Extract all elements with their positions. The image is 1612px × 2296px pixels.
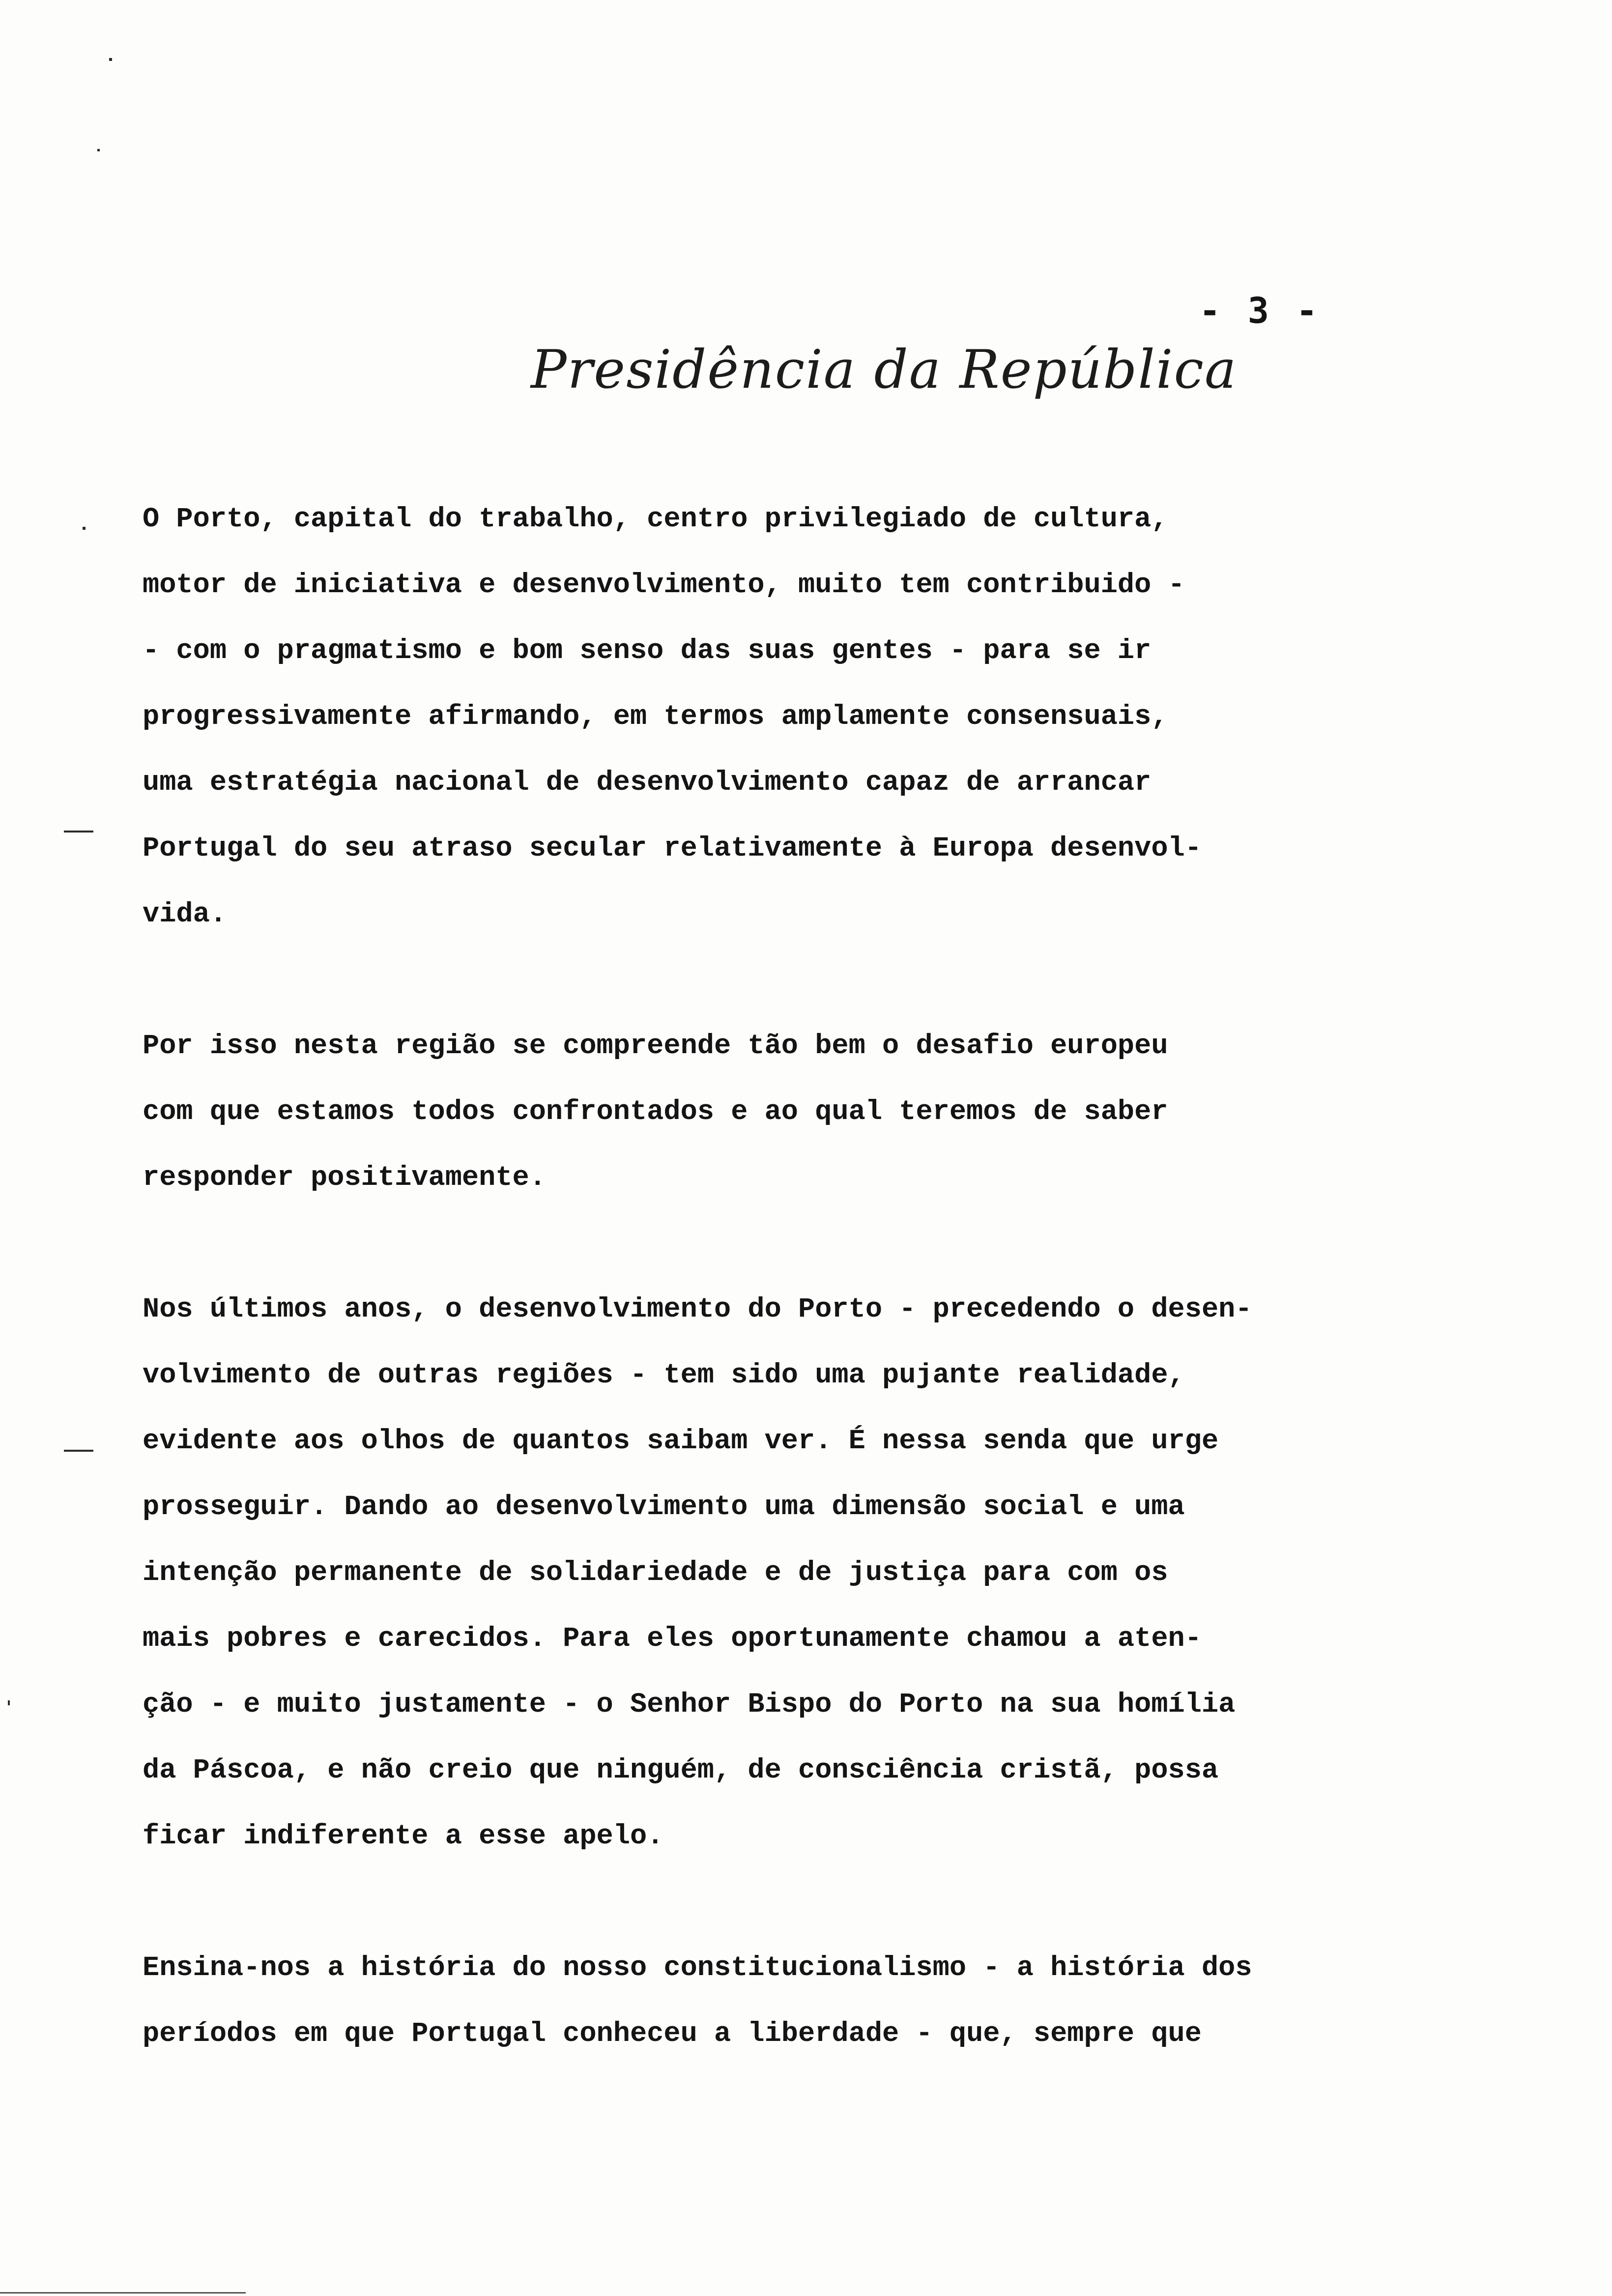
- text-line: prosseguir. Dando ao desenvolvimento uma dimensão social e uma: [143, 1492, 1185, 1523]
- margin-dash-mark: [64, 831, 93, 832]
- margin-dash-mark: [64, 1450, 93, 1452]
- margin-dot-mark: [8, 1700, 10, 1705]
- text-line: intenção permanente de solidariedade e de justiça para com os: [143, 1557, 1168, 1589]
- page-number: - 3 -: [1199, 290, 1321, 331]
- text-line: progressivamente afirmando, em termos amplamente consensuais,: [143, 701, 1168, 733]
- paragraph-2: [143, 1013, 1469, 1211]
- letterhead-script: Presidência da República: [531, 339, 1238, 401]
- text-line: ção - e muito justamente - o Senhor Bispo do Porto na sua homília: [143, 1689, 1236, 1721]
- text-line: vida.: [143, 899, 227, 930]
- margin-dot-mark: [109, 58, 112, 61]
- text-line: períodos em que Portugal conheceu a liberdade - que, sempre que: [143, 2018, 1202, 2050]
- scan-edge-rule: [0, 2292, 246, 2294]
- text-line: Portugal do seu atraso secular relativamente à Europa desenvol-: [143, 833, 1202, 864]
- text-line: mais pobres e carecidos. Para eles oportunamente chamou a aten-: [143, 1623, 1202, 1655]
- text-line: O Porto, capital do trabalho, centro privilegiado de cultura,: [143, 504, 1168, 535]
- text-line: Por isso nesta região se compreende tão bem o desafio europeu: [143, 1031, 1168, 1062]
- body-text: [143, 487, 1469, 2133]
- text-line: ficar indiferente a esse apelo.: [143, 1821, 664, 1852]
- paragraph-3: [143, 1277, 1469, 1869]
- text-line: Nos últimos anos, o desenvolvimento do Porto - precedendo o desen-: [143, 1294, 1252, 1325]
- text-line: responder positivamente.: [143, 1162, 546, 1194]
- text-line: uma estratégia nacional de desenvolvimento capaz de arrancar: [143, 767, 1151, 799]
- paragraph-1: [143, 487, 1469, 947]
- text-line: Ensina-nos a história do nosso constitucionalismo - a história dos: [143, 1952, 1252, 1984]
- paragraph-4: [143, 1935, 1469, 2067]
- text-line: - com o pragmatismo e bom senso das suas gentes - para se ir: [143, 635, 1151, 667]
- margin-dot-mark: [83, 527, 86, 530]
- text-line: evidente aos olhos de quantos saibam ver. É nessa senda que urge: [143, 1426, 1219, 1457]
- text-line: volvimento de outras regiões - tem sido uma pujante realidade,: [143, 1360, 1185, 1391]
- text-line: com que estamos todos confrontados e ao qual teremos de saber: [143, 1096, 1168, 1128]
- margin-dot-mark: [97, 149, 100, 151]
- text-line: motor de iniciativa e desenvolvimento, muito tem contribuido -: [143, 570, 1185, 601]
- text-line: da Páscoa, e não creio que ninguém, de consciência cristã, possa: [143, 1755, 1219, 1786]
